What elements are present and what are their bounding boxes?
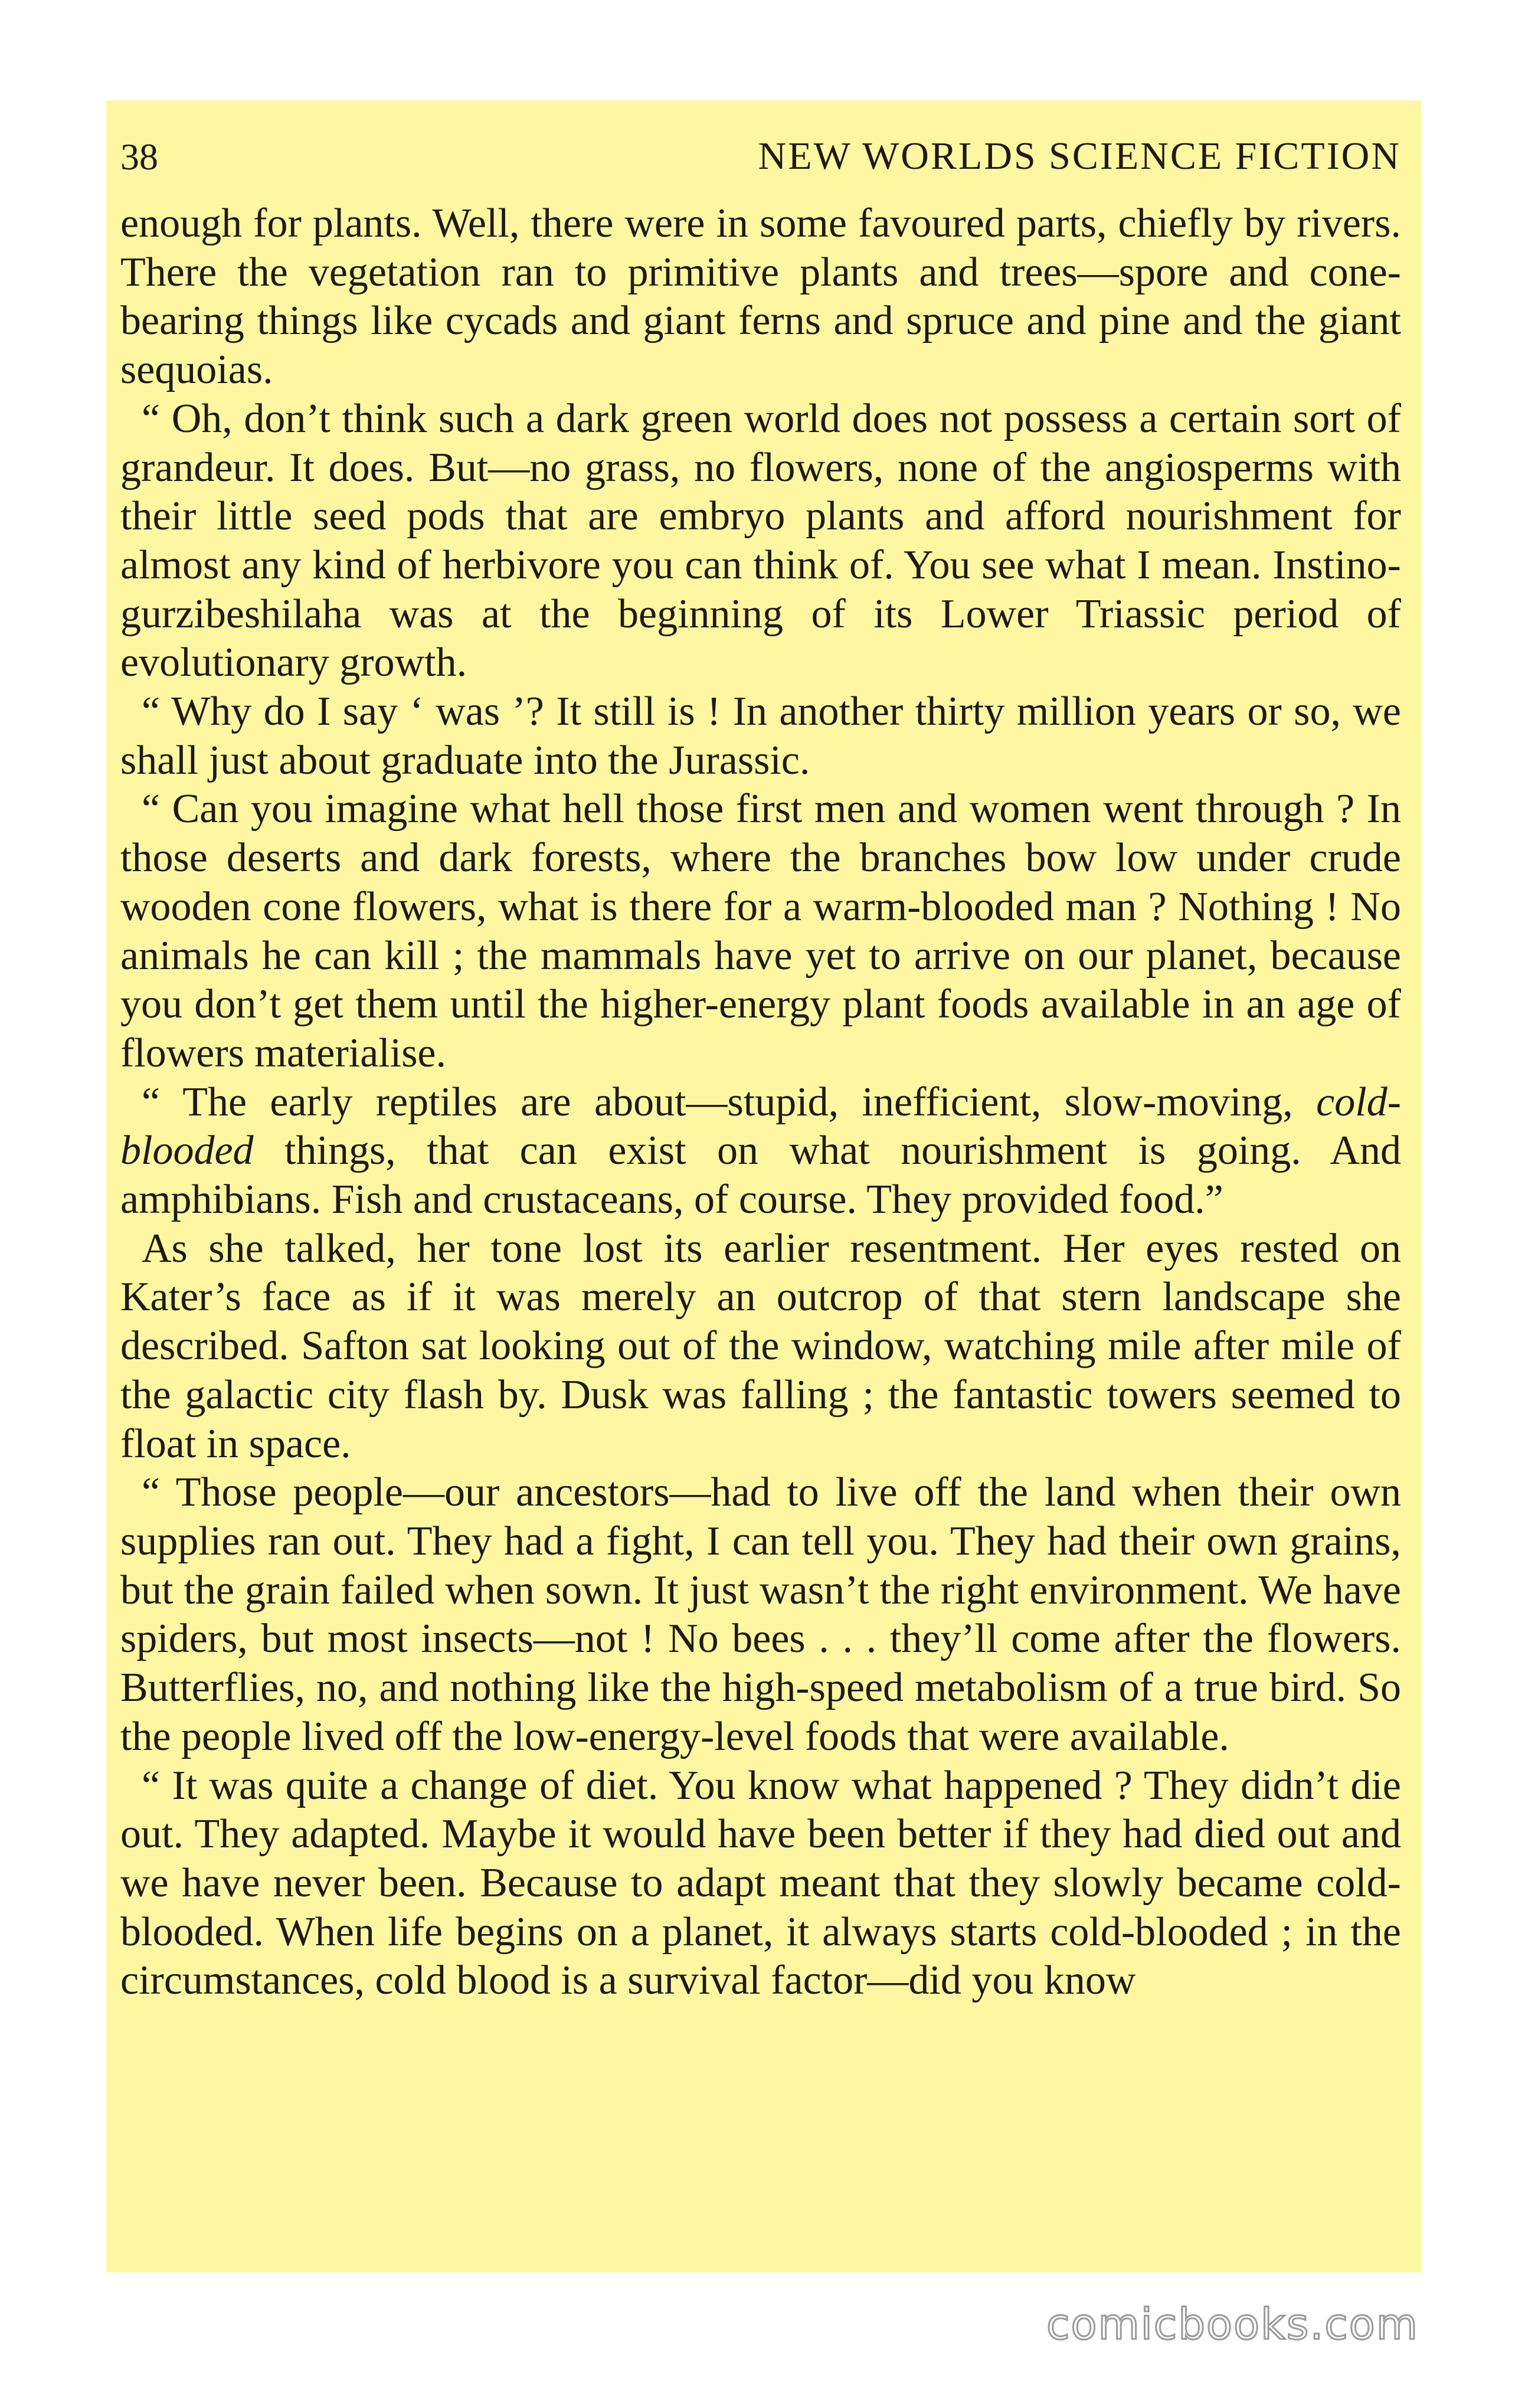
paragraph-text: “ Those people—our ancestors—had to live off the land when their own supplies ran out. They had a fight, I can tell you. They had their own grains, but the grain failed when sown. It just wasn’t the right environment. We have spiders, but most insects—not ! No bees . . . they’ll come after the flowers. Butterflies, no, and nothing like the high-speed metabolism of a true bird. So the people lived off the low-energy-level foods that were available. [120,1470,1401,1759]
paragraph-text: “ Why do I say ‘ was ’? It still is ! In another thirty million years or so, we shall just about graduate into the Jurassic. [120,689,1401,783]
watermark-logo: comicbooks.com [1046,2299,1419,2349]
running-header [120,100,1401,189]
magazine-page [106,100,1421,2272]
paragraph [120,395,1401,688]
story-text [120,199,1401,2005]
paragraph-text: things, that can exist on what nourishment is going. And amphibians. Fish and crustaceans, of course. They provided food.” [120,1128,1401,1223]
running-title: NEW WORLDS SCIENCE FICTION [758,135,1401,178]
page-number: 38 [120,136,158,178]
paragraph [120,785,1401,1078]
paragraph-text: “ Oh, don’t think such a dark green world does not possess a certain sort of grandeur. It does. But—no grass, no flowers, none of the angiosperms with their little seed pods that are embryo plants and afford nourishment for almost any kind of herbivore you can think of. You see what I mean. Instino-gurzibeshilaha was at the beginning of its Lower Triassic period of evolutionary growth. [120,395,1401,686]
emphasis-text: cold-blooded [120,1079,1401,1174]
paragraph [120,199,1401,395]
paragraph-text: “ Can you imagine what hell those first men and women went through ? In those deserts and dark forests, where the branches bow low under crude wooden cone flowers, what is there for a warm-blooded man ? Nothing ! No animals he can kill ; the mammals have yet to arrive on our planet, because you don’t get them until the higher-energy plant foods available in an age of flowers materialise. [120,786,1401,1076]
paragraph [120,1225,1401,1469]
paragraph-text: As she talked, her tone lost its earlier resentment. Her eyes rested on Kater’s face as if it was merely an outcrop of that stern landscape she described. Safton sat looking out of the window, watching mile after mile of the galactic city flash by. Dusk was falling ; the fantastic towers seemed to float in space. [120,1225,1401,1467]
paragraph-text: enough for plants. Well, there were in some favoured parts, chiefly by rivers. There the vegetation ran to primitive plants and trees—spore and cone-bearing things like cycads and giant ferns and spruce and pine and the giant sequoias. [120,201,1401,393]
paragraph [120,1762,1401,2006]
paragraph-text: “ It was quite a change of diet. You know what happened ? They didn’t die out. They adapted. Maybe it would have been better if they had died out and we have never been. Because to adapt meant that they slowly became cold-blooded. When life begins on a planet, it always starts cold-blooded ; in the circumstances, cold blood is a survival factor—did you know [120,1762,1401,2004]
paragraph [120,1078,1401,1225]
paragraph-text: “ The early reptiles are about—stupid, inefficient, slow-moving, [142,1079,1317,1125]
paragraph [120,688,1401,785]
paragraph [120,1468,1401,1761]
